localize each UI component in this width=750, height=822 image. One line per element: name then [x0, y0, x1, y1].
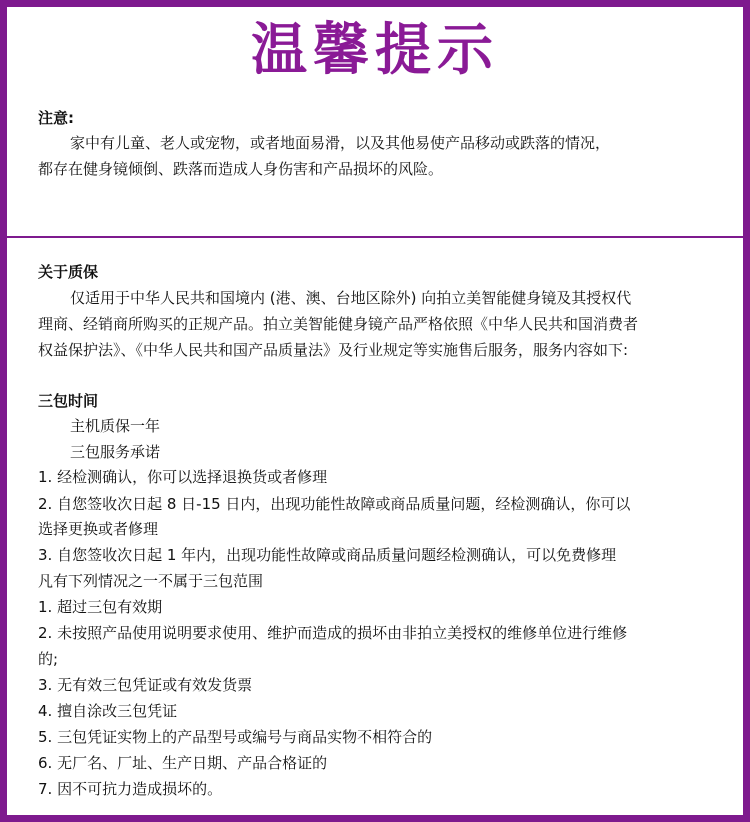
exclusion-intro: 凡有下列情况之一不属于三包范围 [38, 572, 264, 590]
notice-line: 都存在健身镜倾倒、跌落而造成人身伤害和产品损坏的风险。 [38, 160, 444, 178]
notice-line: 家中有儿童、老人或宠物，或者地面易滑，以及其他易使产品移动或跌落的情况， [70, 134, 611, 152]
warranty-heading: 关于质保 [38, 263, 99, 281]
list-item: 的; [38, 650, 59, 668]
list-item: 2. 自您签收次日起 8 日-15 日内，出现功能性故障或商品质量问题，经检测确认，你可以 [38, 495, 631, 513]
list-item: 1. 经检测确认，你可以选择退换货或者修理 [38, 468, 328, 486]
three-guarantees-heading: 三包时间 [38, 392, 99, 410]
warranty-line: 权益保护法》、《中华人民共和国产品质量法》及行业规定等实施售后服务，服务内容如下: [38, 341, 629, 359]
list-item: 3. 自您签收次日起 1 年内，出现功能性故障或商品质量问题经检测确认，可以免费修理 [38, 546, 617, 564]
list-item: 3. 无有效三包凭证或有效发货票 [38, 676, 253, 694]
notice-heading: 注意: [38, 109, 74, 127]
list-item: 4. 擅自涂改三包凭证 [38, 702, 178, 720]
warranty-line: 仅适用于中华人民共和国境内 (港、澳、台地区除外) 向拍立美智能健身镜及其授权代 [70, 289, 632, 307]
page-title: 温馨提示 [251, 18, 499, 83]
list-item: 2. 未按照产品使用说明要求使用、维护而造成的损坏由非拍立美授权的维修单位进行维修 [38, 624, 628, 642]
list-item: 7. 因不可抗力造成损坏的。 [38, 780, 223, 798]
list-item: 1. 超过三包有效期 [38, 598, 163, 616]
list-item: 6. 无厂名、厂址、生产日期、产品合格证的 [38, 754, 328, 772]
service-commitment: 三包服务承诺 [70, 443, 161, 461]
warranty-line: 理商、经销商所购买的正规产品。拍立美智能健身镜产品严格依照《中华人民共和国消费者 [38, 315, 639, 333]
section-divider [7, 236, 743, 238]
list-item: 选择更换或者修理 [38, 520, 159, 538]
warranty-period: 主机质保一年 [70, 417, 161, 435]
list-item: 5. 三包凭证实物上的产品型号或编号与商品实物不相符合的 [38, 728, 433, 746]
